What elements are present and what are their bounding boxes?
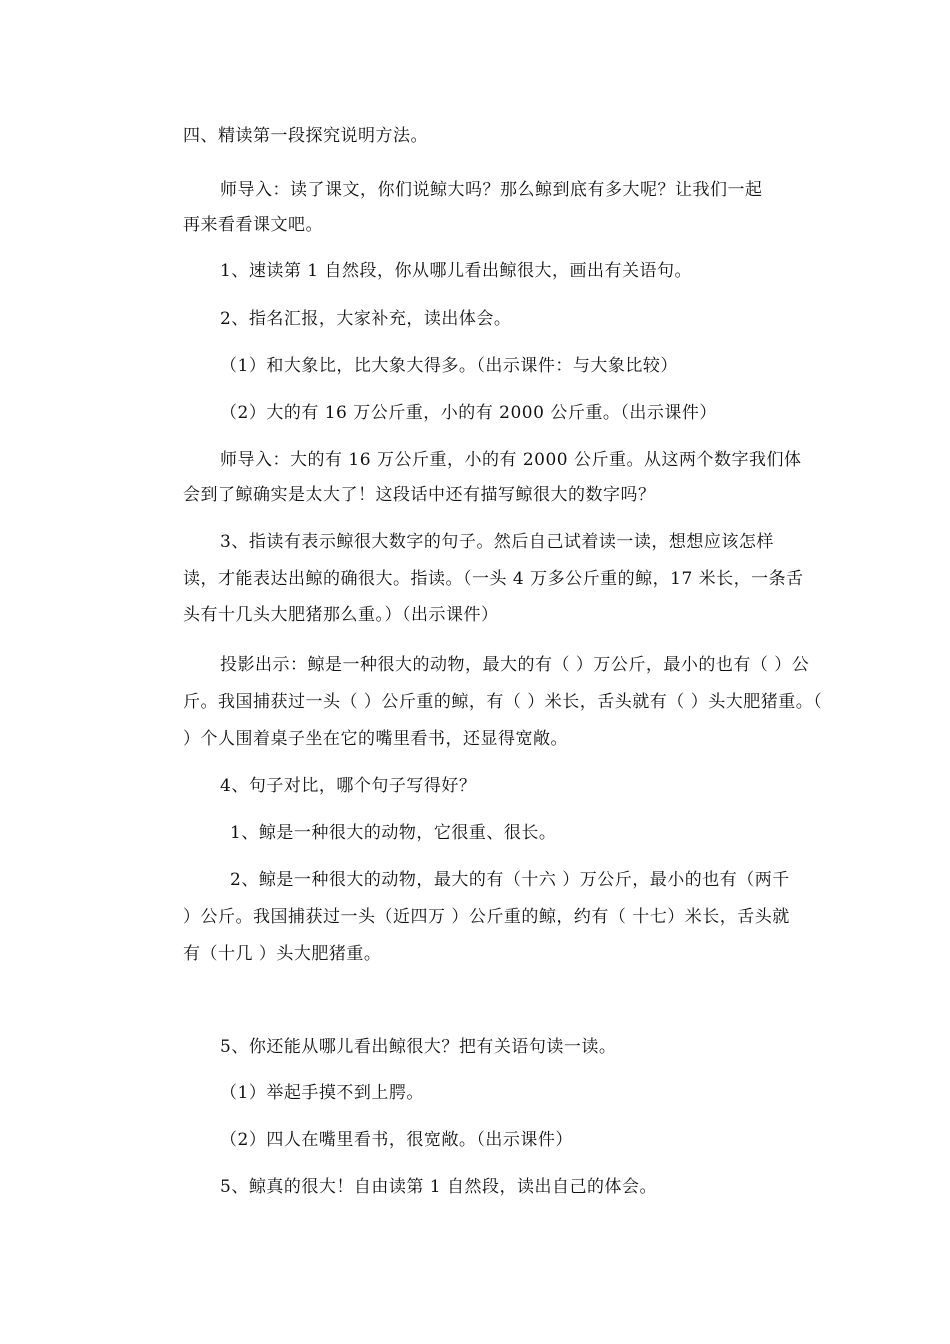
paragraph-line: 有（十几 ）头大肥猪重。 xyxy=(183,944,382,964)
paragraph-line: 读，才能表达出鲸的确很大。指读。（一头 4 万多公斤重的鲸，17 米长，一条舌 xyxy=(183,569,804,589)
paragraph-line: ）个人围着桌子坐在它的嘴里看书，还显得宽敞。 xyxy=(183,729,568,749)
paragraph-line: 师导入：大的有 16 万公斤重，小的有 2000 公斤重。从这两个数字我们体 xyxy=(220,450,802,470)
paragraph-line: 5、鲸真的很大！自由读第 1 自然段，读出自己的体会。 xyxy=(220,1177,657,1197)
paragraph-line: 斤。我国捕获过一头（ ）公斤重的鲸，有（ ）米长，舌头就有（ ）头大肥猪重。（ xyxy=(183,692,823,712)
paragraph-line: 投影出示：鲸是一种很大的动物，最大的有（ ）万公斤，最小的也有（ ）公 xyxy=(220,655,810,675)
paragraph-line: （1）举起手摸不到上腭。 xyxy=(220,1083,424,1103)
paragraph-line: （2）四人在嘴里看书，很宽敞。（出示课件） xyxy=(220,1130,573,1150)
paragraph-line: 3、指读有表示鲸很大数字的句子。然后自己试着读一读，想想应该怎样 xyxy=(220,532,774,552)
paragraph-line: 会到了鲸确实是太大了！这段话中还有描写鲸很大的数字吗？ xyxy=(183,485,656,505)
section-heading: 四、精读第一段探究说明方法。 xyxy=(183,126,428,146)
paragraph-line: 2、鲸是一种很大的动物，最大的有（十六 ）万公斤，最小的也有（两千 xyxy=(230,870,790,890)
paragraph-line: 1、速读第 1 自然段，你从哪儿看出鲸很大，画出有关语句。 xyxy=(220,261,692,281)
paragraph-line: 5、你还能从哪儿看出鲸很大？把有关语句读一读。 xyxy=(220,1037,617,1057)
paragraph-line: （2）大的有 16 万公斤重，小的有 2000 公斤重。（出示课件） xyxy=(220,403,717,423)
paragraph-line: （1）和大象比，比大象大得多。（出示课件：与大象比较） xyxy=(220,356,678,376)
paragraph-line: ）公斤。我国捕获过一头（近四万 ）公斤重的鲸，约有（ 十七）米长，舌头就 xyxy=(183,907,790,927)
paragraph-line: 1、鲸是一种很大的动物，它很重、很长。 xyxy=(230,823,557,843)
paragraph-line: 师导入：读了课文，你们说鲸大吗？那么鲸到底有多大呢？让我们一起 xyxy=(220,180,763,200)
paragraph-line: 4、句子对比，哪个句子写得好？ xyxy=(220,776,477,796)
paragraph-line: 2、指名汇报，大家补充，读出体会。 xyxy=(220,309,512,329)
paragraph-line: 头有十几头大肥猪那么重。）（出示课件） xyxy=(183,605,499,625)
paragraph-line: 再来看看课文吧。 xyxy=(183,215,323,235)
